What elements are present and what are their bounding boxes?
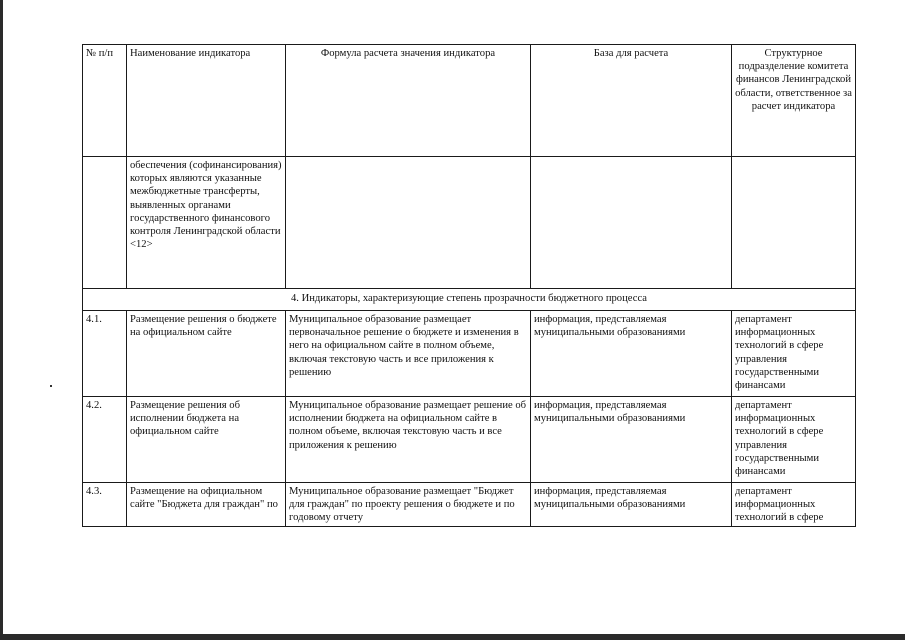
cell-calc-base: информация, представляемая муниципальными образованиями — [531, 311, 732, 397]
cell-formula — [286, 483, 531, 527]
cell-indicator-name: Размещение решения о бюджете на официальном сайте — [127, 311, 286, 397]
cell-num — [83, 157, 127, 289]
header-formula: Формула расчета значения индикатора — [286, 45, 531, 157]
scan-edge-bottom — [0, 634, 905, 640]
cell-calc-base-text: информация, представляемая муниципальными образованиями — [534, 486, 686, 511]
indicator-table — [82, 44, 856, 527]
cell-responsible-unit — [732, 157, 856, 289]
cell-calc-base — [531, 483, 732, 527]
cell-formula: Муниципальное образование размещает решение об исполнении бюджета на официальном сайте в полном объеме, включая текстовую часть и все приложения к решению — [286, 397, 531, 483]
cell-responsible-unit-text: департамент информационных технологий в сфере — [735, 486, 824, 524]
table-row-continuation — [83, 157, 856, 289]
header-calc-base: База для расчета — [531, 45, 732, 157]
table-row — [83, 483, 856, 527]
cell-formula: Муниципальное образование размещает первоначальное решение о бюджете и изменения в него на официальном сайте в полном объеме, включая текстовую часть и все приложения к решению — [286, 311, 531, 397]
scan-edge-left — [0, 0, 3, 640]
cell-formula-text: Муниципальное образование размещает "Бюджет для граждан" по проекту решения о бюджете и по годовому отчету — [289, 486, 515, 524]
cell-calc-base — [531, 157, 732, 289]
table-header-row — [83, 45, 856, 157]
cell-formula — [286, 157, 531, 289]
cell-indicator-name — [127, 483, 286, 527]
header-num: № п/п — [83, 45, 127, 157]
cell-indicator-name-text: Размещение на официальном сайте "Бюджета для граждан" по — [130, 486, 278, 511]
cell-responsible-unit: департамент информационных технологий в сфере управления государственными финансами — [732, 311, 856, 397]
cell-num-text: 4.3. — [86, 486, 102, 497]
cell-indicator-name: Размещение решения об исполнении бюджета на официальном сайте — [127, 397, 286, 483]
cell-responsible-unit: департамент информационных технологий в сфере управления государственными финансами — [732, 397, 856, 483]
table-row — [83, 397, 856, 483]
section-title: 4. Индикаторы, характеризующие степень прозрачности бюджетного процесса — [83, 289, 856, 311]
cell-num: 4.2. — [83, 397, 127, 483]
header-responsible-unit: Структурное подразделение комитета финансов Ленинградской области, ответственное за расчет индикатора — [732, 45, 856, 157]
cell-indicator-name: обеспечения (софинансирования) которых являются указанные межбюджетные трансферты, выявленных органами государственного финансового контроля Ленинградской области <12> — [127, 157, 286, 289]
header-indicator-name: Наименование индикатора — [127, 45, 286, 157]
section-row — [83, 289, 856, 311]
cell-num — [83, 483, 127, 527]
table-row — [83, 311, 856, 397]
cell-responsible-unit — [732, 483, 856, 527]
cell-num: 4.1. — [83, 311, 127, 397]
scan-speck — [50, 385, 52, 387]
cell-calc-base: информация, представляемая муниципальными образованиями — [531, 397, 732, 483]
